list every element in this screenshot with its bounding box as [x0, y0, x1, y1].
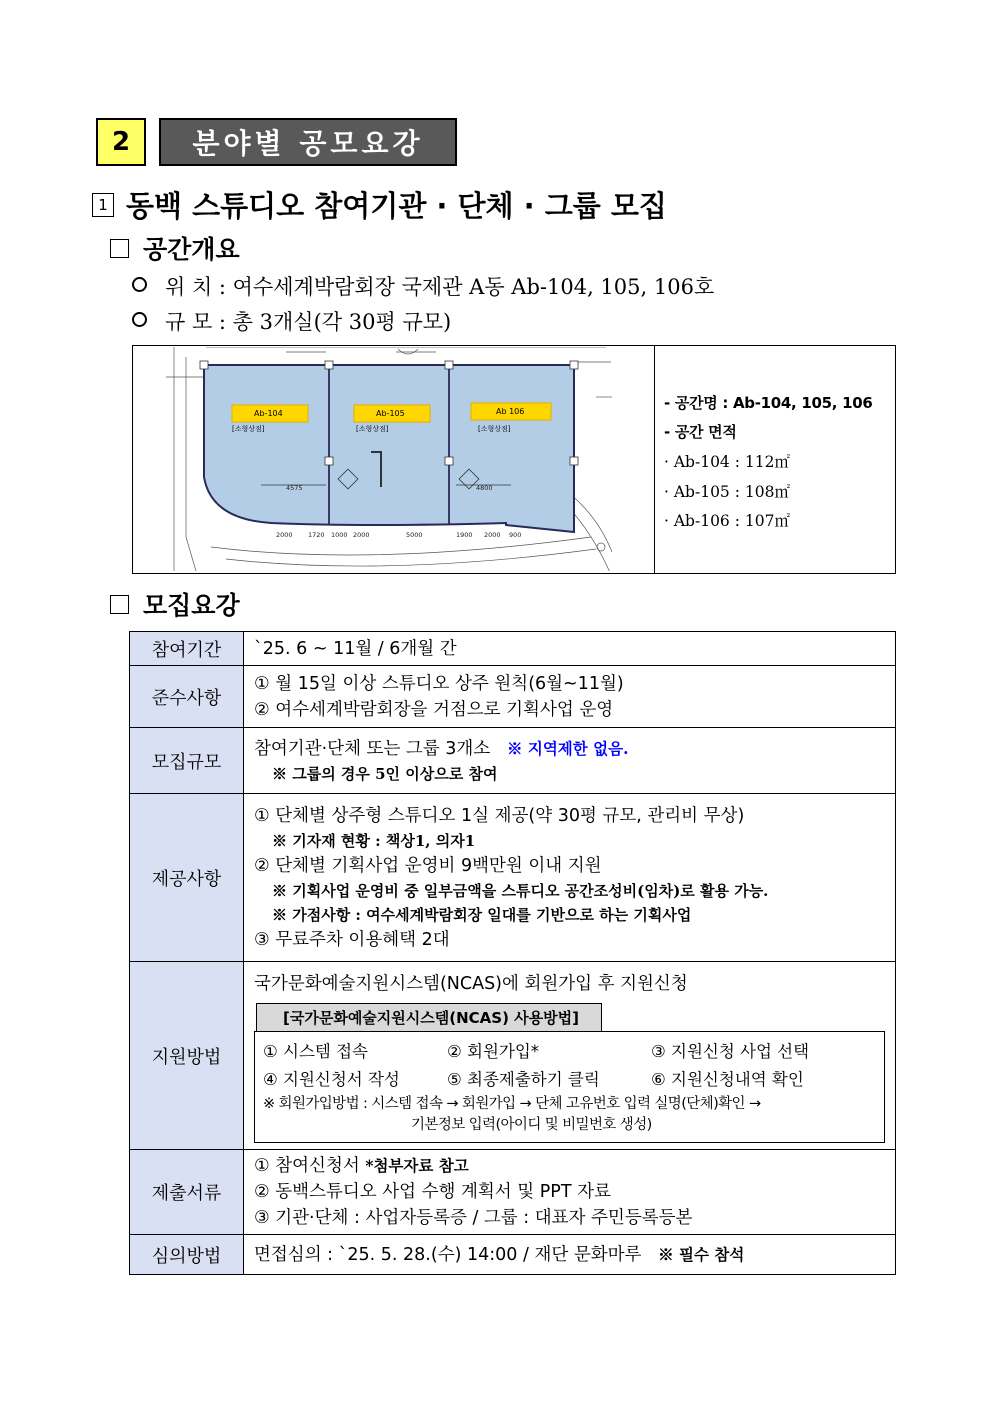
dim-f: 2000	[353, 531, 370, 539]
section-title: 분야별 공모요강	[159, 118, 457, 166]
heading-recruit	[110, 586, 240, 622]
location-text: 위 치 : 여수세계박람회장 국제관 A동 Ab-104, 105, 106호	[165, 275, 715, 299]
heading-text: 동백 스튜디오 참여기관 · 단체 · 그룹 모집	[126, 189, 667, 223]
heading-studio-recruit	[92, 184, 667, 225]
ncas-note-2: 기본정보 입력(아이디 및 비밀번호 생성)	[411, 1116, 652, 1133]
docs-line-3: ③ 기관·단체 : 사업자등록증 / 그룹 : 대표자 주민등록등본	[254, 1208, 693, 1228]
table-row-review	[130, 1235, 896, 1275]
rules-line-2: ② 여수세계박람회장을 거점으로 기획사업 운영	[254, 699, 614, 720]
scale-text: 참여기관·단체 또는 그룹 3개소	[254, 738, 491, 759]
area-104: · Ab-104 : 112㎡	[664, 453, 790, 471]
scale-text: 규 모 : 총 3개실(각 30평 규모)	[165, 310, 452, 334]
ncas-note-1: ※ 회원가입방법 : 시스템 접속 → 회원가입 → 단체 고유번호 입력 실명(단체)확인 →	[263, 1095, 761, 1112]
table-row-scale	[130, 728, 896, 794]
recruit-table	[129, 631, 896, 1275]
dim-c: 2000	[276, 531, 293, 539]
figure-divider	[654, 345, 655, 574]
dim-h: 1900	[456, 531, 473, 539]
circle-bullet-icon	[132, 277, 147, 292]
label-review: 심의방법	[130, 1235, 244, 1275]
table-row-rules	[130, 666, 896, 728]
heading-number-box: 1	[92, 193, 114, 217]
table-row-docs	[130, 1150, 896, 1235]
scale-highlight: ※ 지역제한 없음.	[506, 738, 629, 758]
scale-note: ※ 그룹의 경우 5인 이상으로 참여	[272, 764, 498, 783]
docs-line-1: ① 참여신청서	[254, 1156, 366, 1176]
section-number: 2	[96, 118, 146, 166]
step-6: ⑥ 지원신청내역 확인	[651, 1069, 804, 1089]
room-label-105: Ab-105	[376, 409, 405, 418]
step-4: ④ 지원신청서 작성	[263, 1069, 400, 1089]
provide-note-3: ※ 가점사항 : 여수세계박람회장 일대를 기반으로 하는 기획사업	[272, 905, 692, 924]
scale-line	[132, 306, 451, 336]
docs-line-2: ② 동백스튜디오 사업 수행 계획서 및 PPT 자료	[254, 1182, 611, 1202]
dim-j: 900	[509, 531, 522, 539]
room-label-104: Ab-104	[254, 409, 283, 418]
checkbox-square-icon	[110, 239, 129, 258]
step-1: ① 시스템 접속	[263, 1041, 368, 1061]
dim-i: 2000	[484, 531, 501, 539]
area-106: · Ab-106 : 107㎡	[664, 512, 790, 530]
dim-a: 4575	[286, 484, 303, 492]
label-provide: 제공사항	[130, 794, 244, 962]
dim-g: 5000	[406, 531, 423, 539]
step-3: ③ 지원신청 사업 선택	[651, 1041, 810, 1061]
rules-line-1: ① 월 15일 이상 스튜디오 상주 원칙(6월~11월)	[254, 673, 624, 694]
label-period: 참여기간	[130, 632, 244, 666]
period-text: `25. 6 ~ 11월 / 6개월 간	[254, 638, 457, 659]
room-label-106: Ab 106	[496, 407, 525, 416]
provide-line-1: ① 단체별 상주형 스튜디오 1실 제공(약 30평 규모, 관리비 무상)	[254, 805, 745, 826]
step-2: ② 회원가입*	[447, 1041, 540, 1061]
provide-line-3: ③ 무료주차 이용혜택 2대	[254, 929, 450, 950]
label-docs: 제출서류	[130, 1150, 244, 1235]
table-row-period	[130, 632, 896, 666]
ncas-box-title: [국가문화예술지원시스템(NCAS) 사용방법]	[256, 1003, 602, 1031]
dim-b: 4800	[476, 484, 493, 492]
step-5: ⑤ 최종제출하기 클릭	[447, 1069, 600, 1089]
label-scale: 모집규모	[130, 728, 244, 794]
label-rules: 준수사항	[130, 666, 244, 728]
floor-plan-image	[166, 347, 612, 571]
table-row-provide	[130, 794, 896, 962]
docs-line-1-note: *첨부자료 참고	[365, 1156, 469, 1175]
ncas-steps	[263, 1038, 884, 1094]
ncas-steps-box	[254, 1031, 885, 1143]
heading-space-overview	[110, 230, 240, 266]
table-row-apply	[130, 962, 896, 1150]
area-105: · Ab-105 : 108㎡	[664, 483, 790, 501]
space-area-title: - 공간 면적	[664, 423, 737, 441]
dim-d: 1720	[308, 531, 325, 539]
apply-text: 국가문화예술지원시스템(NCAS)에 회원가입 후 지원신청	[254, 973, 688, 994]
room-sub-104: [소형상점]	[232, 425, 265, 433]
provide-note-1: ※ 기자재 현황 : 책상1, 의자1	[272, 831, 476, 850]
provide-note-2: ※ 기획사업 운영비 중 일부금액을 스튜디오 공간조성비(임차)로 활용 가능.	[272, 881, 769, 900]
space-name: - 공간명 : Ab-104, 105, 106	[664, 394, 873, 412]
dim-e: 1000	[331, 531, 348, 539]
room-sub-105: [소형상점]	[356, 425, 389, 433]
review-text: 면접심의 : `25. 5. 28.(수) 14:00 / 재단 문화마루	[254, 1244, 642, 1265]
label-apply: 지원방법	[130, 962, 244, 1150]
space-heading-text: 공간개요	[143, 235, 240, 264]
room-sub-106: [소형상점]	[478, 425, 511, 433]
checkbox-square-icon	[110, 595, 129, 614]
circle-bullet-icon	[132, 312, 147, 327]
location-line	[132, 271, 714, 301]
provide-line-2: ② 단체별 기획사업 운영비 9백만원 이내 지원	[254, 855, 602, 876]
recruit-heading-text: 모집요강	[143, 591, 240, 620]
review-note: ※ 필수 참석	[658, 1244, 745, 1264]
